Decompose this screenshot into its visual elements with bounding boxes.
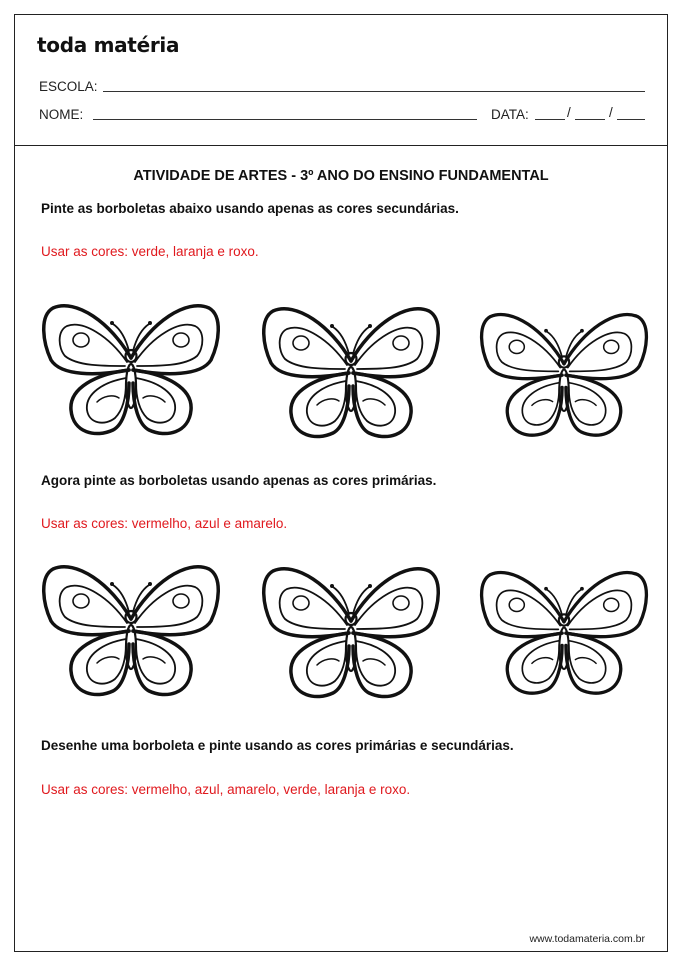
activity-title: ATIVIDADE DE ARTES - 3º ANO DO ENSINO FUNDAMENTAL: [133, 168, 549, 184]
butterfly-icon: [41, 559, 221, 709]
instruction-all-colors: Desenhe uma borboleta e pinte usando as cores primárias e secundárias.: [41, 738, 514, 753]
colors-all: Usar as cores: vermelho, azul, amarelo, verde, laranja e roxo.: [41, 782, 411, 797]
butterfly-drawing[interactable]: [479, 561, 649, 711]
school-field[interactable]: [103, 91, 645, 92]
butterfly-icon: [479, 303, 649, 453]
butterfly-drawing[interactable]: [261, 301, 441, 451]
butterfly-drawing[interactable]: [41, 559, 221, 709]
name-label: NOME:: [39, 107, 84, 122]
date-month-field[interactable]: [575, 119, 605, 120]
colors-secondary: Usar as cores: verde, laranja e roxo.: [41, 244, 259, 259]
date-separator: /: [567, 105, 571, 120]
date-year-field[interactable]: [617, 119, 645, 120]
brand-logo: toda matéria: [37, 33, 180, 57]
butterfly-icon: [479, 561, 649, 711]
worksheet-page: [14, 14, 668, 952]
butterfly-drawing[interactable]: [479, 303, 649, 453]
butterfly-icon: [261, 561, 441, 711]
butterfly-drawing[interactable]: [261, 561, 441, 711]
date-day-field[interactable]: [535, 119, 565, 120]
instruction-primary-colors: Agora pinte as borboletas usando apenas as cores primárias.: [41, 473, 437, 488]
footer-website: www.todamateria.com.br: [529, 933, 645, 945]
butterfly-icon: [41, 298, 221, 448]
butterfly-drawing[interactable]: [41, 298, 221, 448]
date-separator: /: [609, 105, 613, 120]
name-field[interactable]: [93, 119, 477, 120]
instruction-secondary-colors: Pinte as borboletas abaixo usando apenas as cores secundárias.: [41, 201, 459, 216]
header-divider: [15, 145, 667, 146]
school-label: ESCOLA:: [39, 79, 98, 94]
butterfly-icon: [261, 301, 441, 451]
date-label: DATA:: [491, 107, 529, 122]
colors-primary: Usar as cores: vermelho, azul e amarelo.: [41, 516, 288, 531]
